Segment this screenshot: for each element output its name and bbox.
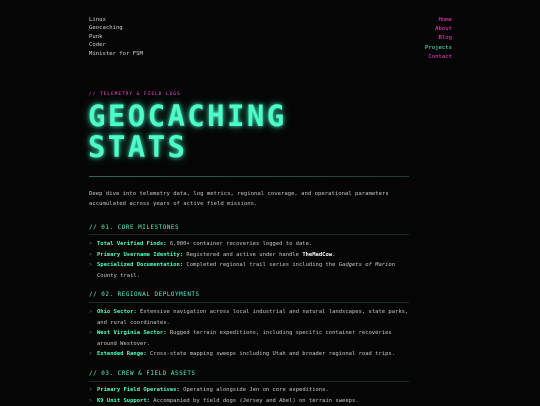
identity-block xyxy=(89,16,143,58)
page-title xyxy=(88,101,287,163)
item-key: Total Verified Finds: xyxy=(97,241,167,247)
page-title-line-1: GEOCACHING xyxy=(88,99,287,133)
nav-home-link[interactable]: Home xyxy=(438,17,452,23)
chevron-right-icon: > xyxy=(89,241,93,247)
list-item xyxy=(89,260,409,281)
core-milestones-list xyxy=(89,239,409,281)
item-key: Extended Range: xyxy=(97,351,147,358)
section-heading-core-milestones: // 01. CORE MILESTONES xyxy=(89,225,180,231)
list-item xyxy=(89,349,409,360)
item-text: Accompanied by field dogs (Jersey and Abel) on terrain sweeps. xyxy=(149,397,359,404)
list-item xyxy=(89,239,409,250)
item-key: Ohio Sector: xyxy=(97,309,137,315)
identity-line: Geocaching xyxy=(89,25,123,32)
list-item xyxy=(89,250,409,261)
chevron-right-icon: > xyxy=(89,262,93,269)
item-key: K9 Unit Support: xyxy=(97,397,150,404)
item-text: 6,000+ container recoveries logged to date. xyxy=(166,241,313,247)
chevron-right-icon: > xyxy=(89,251,93,258)
page-title-line-2: STATS xyxy=(88,130,188,164)
hero-kicker: // TELEMETRY & FIELD LOGS xyxy=(89,92,181,97)
item-key: Primary Username Identity: xyxy=(97,251,184,258)
nav-contact-link[interactable]: Contact xyxy=(428,53,452,60)
list-item xyxy=(89,385,409,396)
item-text: Operating alongside Jen on core expeditions. xyxy=(179,387,329,393)
section-divider xyxy=(89,234,409,235)
list-item xyxy=(89,396,409,406)
item-key: Specialized Documentation: xyxy=(97,262,184,269)
identity-line: Minister for FSM xyxy=(89,50,143,57)
chevron-right-icon: > xyxy=(89,309,93,315)
item-key: Primary Field Operatives: xyxy=(97,387,180,393)
item-text: Registered and active under handle xyxy=(183,251,303,258)
section-divider xyxy=(89,381,409,382)
chevron-right-icon: > xyxy=(89,387,93,393)
item-key: West Virginia Sector: xyxy=(97,330,167,337)
item-tail: . xyxy=(332,251,336,258)
identity-line: Punk xyxy=(89,33,103,40)
nav-about-link[interactable]: About xyxy=(435,26,452,33)
nav-projects-link[interactable]: Projects xyxy=(425,44,452,51)
identity-line: Coder xyxy=(89,42,106,49)
chevron-right-icon: > xyxy=(89,351,93,358)
section-heading-regional-deployments: // 02. REGIONAL DEPLOYMENTS xyxy=(89,292,200,298)
list-item xyxy=(89,328,409,349)
list-item xyxy=(89,307,409,328)
item-text: Completed regional trail series including the xyxy=(183,262,339,269)
crew-assets-list xyxy=(89,385,409,406)
item-text: Cross-state mapping sweeps including Utah and broader regional road trips. xyxy=(146,351,396,358)
main-nav xyxy=(425,16,452,62)
username-handle: TheMadCow xyxy=(302,251,333,258)
section-divider xyxy=(89,302,409,303)
item-text: Rugged terrain expeditions, including specific container recoveries around Westover. xyxy=(97,330,392,347)
intro-paragraph: Deep dive into telemetry data, log metrics, regional coverage, and operational parameters accumulated across years of active field missions. xyxy=(89,191,389,207)
regional-deployments-list xyxy=(89,307,409,360)
trail-name: Gadgets of Marion xyxy=(338,262,396,269)
item-tail: County trail. xyxy=(97,272,141,279)
identity-line: Linux xyxy=(89,17,106,23)
section-heading-crew-field-assets: // 03. CREW & FIELD ASSETS xyxy=(89,371,196,377)
chevron-right-icon: > xyxy=(89,397,93,404)
item-text: Extensive navigation across local industrial and natural landscapes, state parks, and rural coordinates. xyxy=(97,309,409,326)
nav-blog-link[interactable]: Blog xyxy=(438,35,452,42)
chevron-right-icon: > xyxy=(89,330,93,337)
title-divider xyxy=(89,176,409,177)
